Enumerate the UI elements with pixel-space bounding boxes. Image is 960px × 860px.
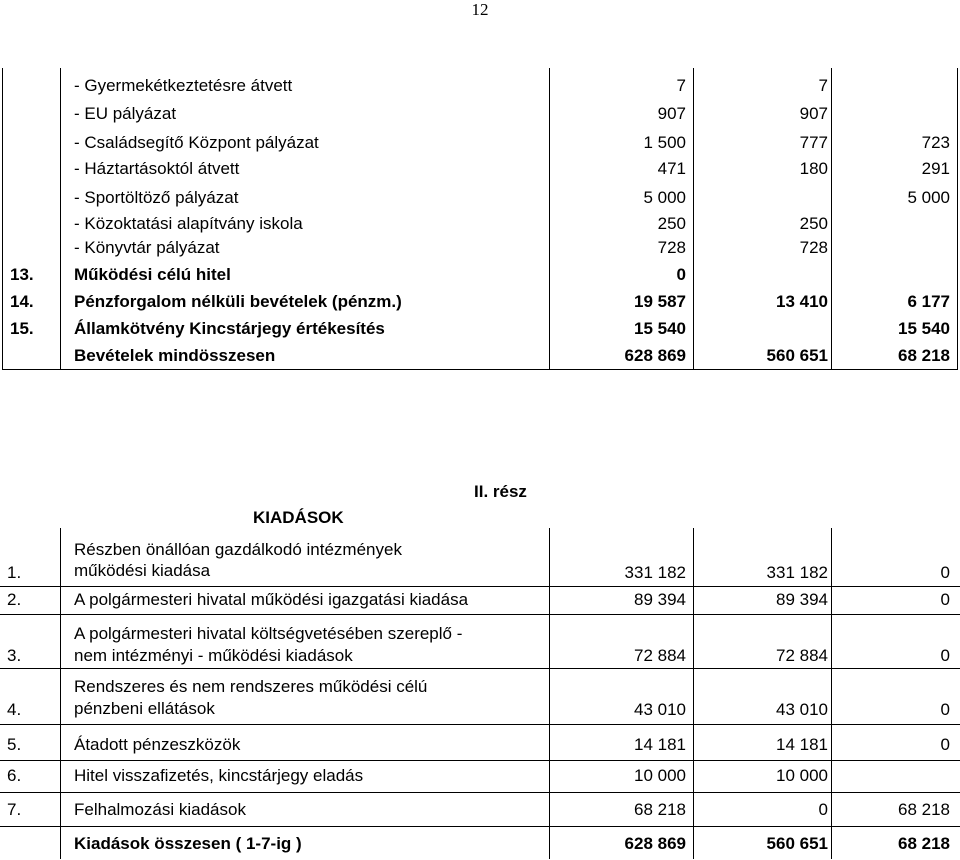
value-col2: 777 <box>799 133 828 152</box>
value-col2: 560 651 <box>766 346 828 365</box>
table-rule <box>2 369 958 370</box>
row-label-line1: A polgármesteri hivatal költségvetésében szereplő - <box>74 624 463 643</box>
value-col3: 0 <box>940 646 950 665</box>
table-rule <box>0 792 960 793</box>
value-col1: 14 181 <box>634 735 686 754</box>
value-col1: 5 000 <box>643 188 686 207</box>
value-col3: 0 <box>940 590 950 609</box>
row-label: - Könyvtár pályázat <box>74 238 220 257</box>
value-col2: 13 410 <box>776 292 828 311</box>
value-col3: 5 000 <box>907 188 950 207</box>
row-label-line2: pénzbeni ellátások <box>74 699 215 718</box>
value-col3: 68 218 <box>898 346 950 365</box>
row-label: Pénzforgalom nélküli bevételek (pénzm.) <box>74 292 402 311</box>
value-col2: 14 181 <box>776 735 828 754</box>
value-col2: 43 010 <box>776 700 828 719</box>
value-col1: 68 218 <box>634 800 686 819</box>
row-label: - Gyermekétkeztetésre átvett <box>74 76 293 95</box>
row-number: 2. <box>7 590 22 609</box>
row-number: 6. <box>7 766 22 785</box>
row-label-line1: Rendszeres és nem rendszeres működési célú <box>74 677 428 696</box>
table-rule <box>60 528 61 859</box>
row-label: - Családsegítő Központ pályázat <box>74 133 319 152</box>
value-col1: 72 884 <box>634 646 686 665</box>
value-col1: 471 <box>657 159 686 178</box>
value-col2: 331 182 <box>766 563 828 582</box>
row-number: 4. <box>7 700 22 719</box>
row-number: 13. <box>10 265 34 284</box>
row-number: 3. <box>7 646 22 665</box>
row-label-line1: Felhalmozási kiadások <box>74 800 246 819</box>
value-col3: 0 <box>940 563 950 582</box>
value-col1: 250 <box>657 214 686 233</box>
value-col1: 89 394 <box>634 590 686 609</box>
value-col3: 291 <box>921 159 950 178</box>
value-col2: 250 <box>799 214 828 233</box>
row-label: - Sportöltöző pályázat <box>74 188 239 207</box>
value-col2: 907 <box>799 104 828 123</box>
value-col2: 7 <box>818 76 828 95</box>
value-col1: 7 <box>676 76 686 95</box>
row-label-line1: Hitel visszafizetés, kincstárjegy eladás <box>74 766 364 785</box>
value-col1: 15 540 <box>634 319 686 338</box>
section-title: KIADÁSOK <box>253 508 344 527</box>
row-label: Államkötvény Kincstárjegy értékesítés <box>74 319 385 338</box>
row-label: - Háztartásoktól átvett <box>74 159 240 178</box>
table-rule <box>2 68 3 370</box>
value-col1: 331 182 <box>624 563 686 582</box>
value-col2: 10 000 <box>776 766 828 785</box>
row-label-line1: Részben önállóan gazdálkodó intézmények <box>74 540 402 559</box>
row-label: Működési célú hitel <box>74 265 231 284</box>
row-number: 14. <box>10 292 34 311</box>
table-rule <box>0 826 960 827</box>
value-col2: 0 <box>818 800 828 819</box>
row-label-line2: működési kiadása <box>74 561 211 580</box>
value-col1: 43 010 <box>634 700 686 719</box>
row-label-line1: Átadott pénzeszközök <box>74 735 241 754</box>
row-number: 1. <box>7 563 22 582</box>
value-col3: 6 177 <box>907 292 950 311</box>
row-label-line2: nem intézményi - működési kiadások <box>74 646 353 665</box>
value-col3: 0 <box>940 735 950 754</box>
table-rule <box>60 68 61 370</box>
row-label: Bevételek mindösszesen <box>74 346 276 365</box>
row-number: 15. <box>10 319 34 338</box>
table-rule <box>0 668 960 669</box>
value-col1: 1 500 <box>643 133 686 152</box>
table-rule <box>0 724 960 725</box>
value-col3: 68 218 <box>898 800 950 819</box>
value-col1: 19 587 <box>634 292 686 311</box>
value-col1: 628 869 <box>624 346 686 365</box>
page-number: 12 <box>471 0 489 19</box>
value-col3: 15 540 <box>898 319 950 338</box>
value-col1: 728 <box>657 238 686 257</box>
table-rule <box>0 760 960 761</box>
value-col3: 68 218 <box>898 834 950 853</box>
value-col2: 72 884 <box>776 646 828 665</box>
value-col1: 907 <box>657 104 686 123</box>
part-label: II. rész <box>474 482 527 501</box>
row-label: - EU pályázat <box>74 104 177 123</box>
table-rule <box>0 614 960 615</box>
row-number: 7. <box>7 800 22 819</box>
row-label: - Közoktatási alapítvány iskola <box>74 214 303 233</box>
value-col2: 89 394 <box>776 590 828 609</box>
table-rule <box>957 68 958 370</box>
row-label-line1: Kiadások összesen ( 1-7-ig ) <box>74 834 302 853</box>
row-number: 5. <box>7 735 22 754</box>
table-rule <box>0 586 960 587</box>
value-col3: 0 <box>940 700 950 719</box>
value-col2: 728 <box>799 238 828 257</box>
row-label-line1: A polgármesteri hivatal működési igazgatási kiadása <box>74 590 469 609</box>
value-col2: 560 651 <box>766 834 828 853</box>
value-col2: 180 <box>799 159 828 178</box>
value-col1: 628 869 <box>624 834 686 853</box>
value-col1: 0 <box>676 265 686 284</box>
value-col3: 723 <box>921 133 950 152</box>
value-col1: 10 000 <box>634 766 686 785</box>
